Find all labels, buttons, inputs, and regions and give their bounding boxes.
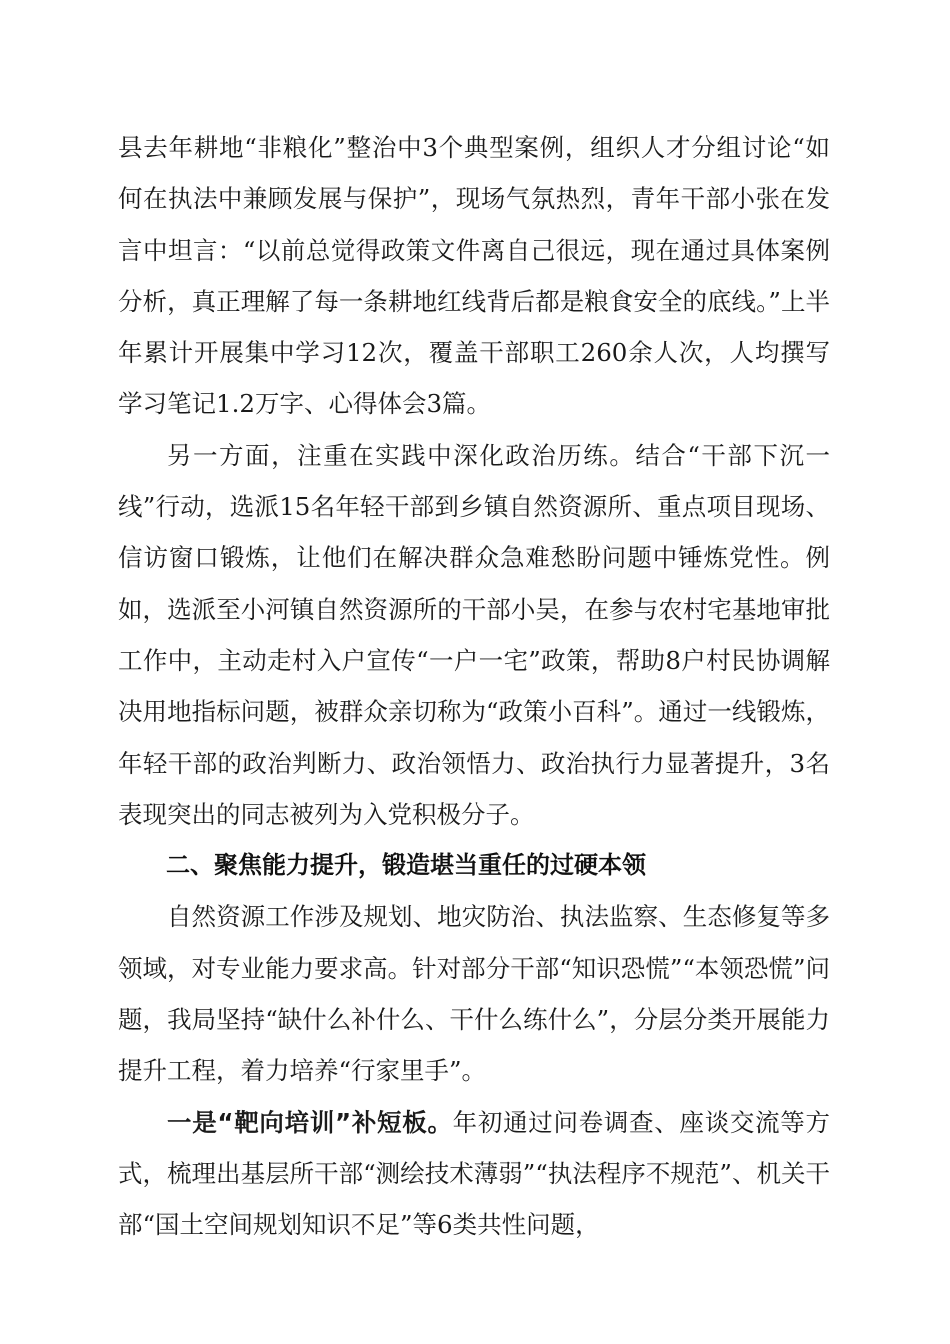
paragraph-targeted-training: [118, 1097, 830, 1251]
document-body: [118, 122, 830, 1251]
paragraph-ability-intro: [118, 891, 830, 1096]
paragraph-text: 县去年耕地“非粮化”整治中3个典型案例，组织人才分组讨论“如何在执法中兼顾发展与保护”，现场气氛热烈，青年干部小张在发言中坦言：“以前总觉得政策文件离自己很远，现在通过具体案例分析，真正理解了每一条耕地红线背后都是粮食安全的底线。”上半年累计开展集中学习12次，覆盖干部职工260余人次，人均撰写学习笔记1.2万字、心得体会3篇。: [118, 133, 830, 419]
section-heading-ability: 二、聚焦能力提升，锻造堪当重任的过硬本领: [166, 851, 646, 880]
paragraph-case-study-continuation: [118, 122, 830, 430]
paragraph-practice-training: [118, 430, 830, 840]
paragraph-lead: 一是“靶向培训”补短板。: [167, 1107, 453, 1137]
paragraph-text: 年初通过问卷调查、座谈交流等方式，梳理出基层所干部“测绘技术薄弱”“执法程序不规范”、机关干部“国土空间规划知识不足”等6类共性问题，: [118, 1107, 831, 1240]
paragraph-text: 自然资源工作涉及规划、地灾防治、执法监察、生态修复等多领域，对专业能力要求高。针对部分干部“知识恐慌”“本领恐慌”问题，我局坚持“缺什么补什么、干什么练什么”，分层分类开展能力提升工程，着力培养“行家里手”。: [118, 902, 830, 1086]
paragraph-text: 另一方面，注重在实践中深化政治历练。结合“干部下沉一线”行动，选派15名年轻干部到乡镇自然资源所、重点项目现场、信访窗口锻炼，让他们在解决群众急难愁盼问题中锤炼党性。例如，选派至小河镇自然资源所的干部小吴，在参与农村宅基地审批工作中，主动走村入户宣传“一户一宅”政策，帮助8户村民协调解决用地指标问题，被群众亲切称为“政策小百科”。通过一线锻炼，年轻干部的政治判断力、政治领悟力、政治执行力显著提升，3名表现突出的同志被列为入党积极分子。: [118, 440, 830, 829]
